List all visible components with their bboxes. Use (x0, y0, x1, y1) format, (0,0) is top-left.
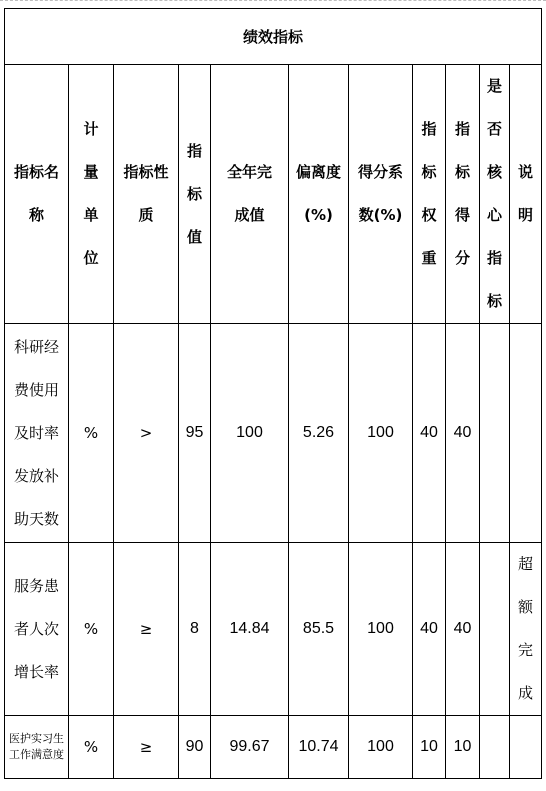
unit-cell: % (69, 324, 114, 543)
actual-cell: 14.84 (211, 543, 289, 716)
note-cell (510, 716, 542, 779)
header-cell: 偏离度(%) (289, 65, 349, 324)
nature-cell: ≥ (114, 543, 179, 716)
table-row (5, 716, 542, 779)
page-top-border (0, 0, 546, 3)
table-row (5, 324, 542, 543)
deviation-cell: 10.74 (289, 716, 349, 779)
indicator-name-cell: 科研经费使用及时率发放补助天数 (5, 324, 69, 543)
coefficient-cell: 100 (349, 716, 413, 779)
table-header-row (5, 65, 542, 324)
header-cell: 指标名称 (5, 65, 69, 324)
indicator-name-cell: 服务患者人次增长率 (5, 543, 69, 716)
target-cell: 95 (179, 324, 211, 543)
table-row (5, 543, 542, 716)
header-cell: 说明 (510, 65, 542, 324)
actual-cell: 100 (211, 324, 289, 543)
score-cell: 40 (446, 324, 480, 543)
header-cell: 指标值 (179, 65, 211, 324)
weight-cell: 40 (413, 324, 446, 543)
nature-cell: > (114, 324, 179, 543)
header-cell: 指标性质 (114, 65, 179, 324)
coefficient-cell: 100 (349, 543, 413, 716)
core-cell (480, 543, 510, 716)
unit-cell: % (69, 543, 114, 716)
performance-table (4, 8, 542, 779)
header-cell: 指标得分 (446, 65, 480, 324)
note-cell (510, 324, 542, 543)
score-cell: 40 (446, 543, 480, 716)
header-cell: 得分系数(%) (349, 65, 413, 324)
unit-cell: % (69, 716, 114, 779)
indicator-name-cell: 医护实习生工作满意度 (5, 716, 69, 779)
target-cell: 8 (179, 543, 211, 716)
deviation-cell: 85.5 (289, 543, 349, 716)
nature-cell: ≥ (114, 716, 179, 779)
coefficient-cell: 100 (349, 324, 413, 543)
actual-cell: 99.67 (211, 716, 289, 779)
header-cell: 全年完成值 (211, 65, 289, 324)
table-title: 绩效指标 (5, 9, 542, 65)
note-cell: 超额完成 (510, 543, 542, 716)
target-cell: 90 (179, 716, 211, 779)
score-cell: 10 (446, 716, 480, 779)
deviation-cell: 5.26 (289, 324, 349, 543)
weight-cell: 10 (413, 716, 446, 779)
header-cell: 是否核心指标 (480, 65, 510, 324)
core-cell (480, 324, 510, 543)
header-cell: 指标权重 (413, 65, 446, 324)
header-cell: 计量单位 (69, 65, 114, 324)
weight-cell: 40 (413, 543, 446, 716)
core-cell (480, 716, 510, 779)
